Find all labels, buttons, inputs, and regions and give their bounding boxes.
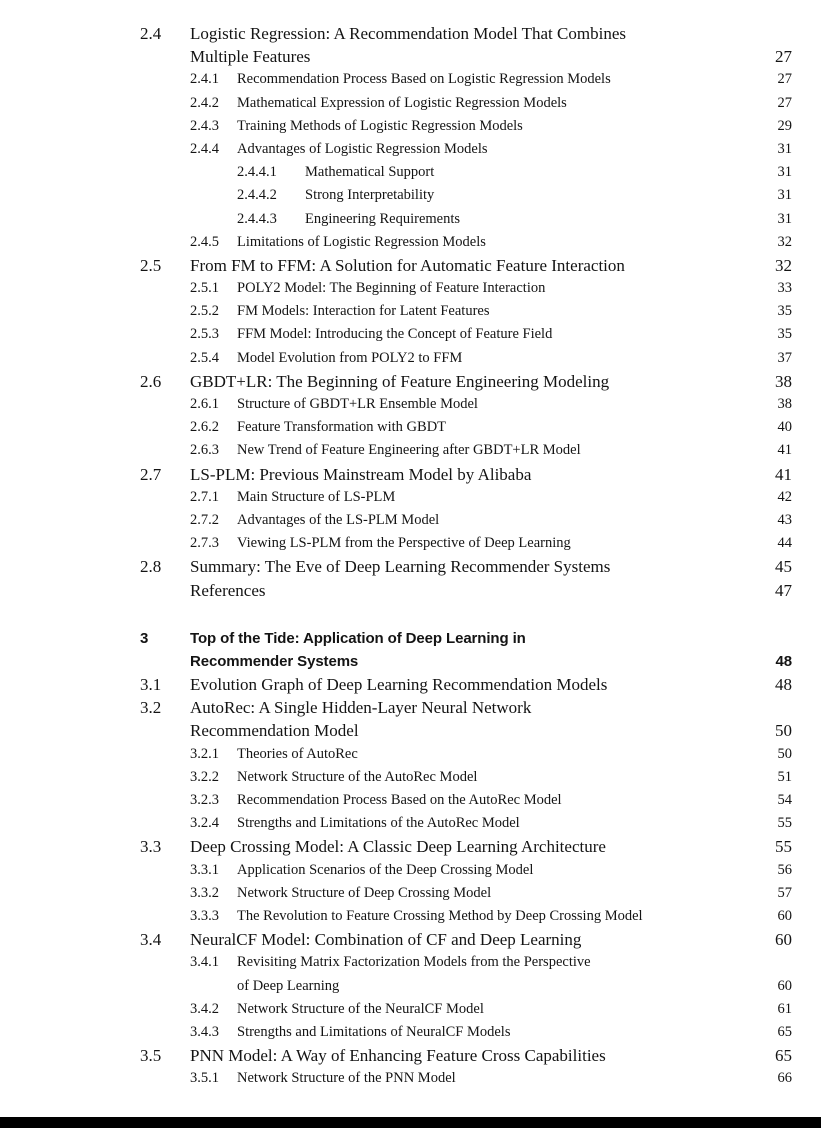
- toc-entry-title: Advantages of the LS-PLM Model: [237, 511, 440, 528]
- toc-entry-title: Model Evolution from POLY2 to FFM: [237, 349, 463, 366]
- toc-row: [190, 859, 821, 882]
- toc-entry-number: 3.5.1: [190, 1070, 219, 1087]
- toc-entry-number: 3.2.4: [190, 815, 219, 832]
- toc-entry-number: 3.3: [140, 837, 162, 857]
- toc-entry-number: 2.4.3: [190, 117, 219, 134]
- toc-entry-number: 3.2.1: [190, 745, 219, 762]
- toc-entry-page: 40: [777, 419, 792, 436]
- toc-entry-page: 32: [777, 233, 792, 250]
- toc-entry-page: 38: [777, 396, 792, 412]
- toc-entry-page: 66: [777, 1070, 792, 1087]
- toc-entry-number: 2.4.2: [190, 94, 219, 111]
- toc-entry-number: 2.4.4.3: [237, 210, 277, 227]
- toc-entry-page: 47: [775, 580, 792, 600]
- toc-entry-title: Structure of GBDT+LR Ensemble Model: [237, 396, 478, 412]
- toc-entry-title: Theories of AutoRec: [237, 745, 358, 762]
- toc-row: [140, 45, 821, 68]
- toc-entry-page: 61: [777, 1000, 792, 1017]
- toc-row: [190, 789, 821, 812]
- toc-row: [190, 812, 821, 835]
- toc-entry-title: Mathematical Expression of Logistic Regression Models: [237, 94, 567, 111]
- toc-entry-title: Advantages of Logistic Regression Models: [237, 140, 488, 157]
- toc-entry-number: 2.6.3: [190, 442, 219, 459]
- toc-row: [190, 1067, 821, 1090]
- toc-entry-number: 2.5: [140, 255, 162, 275]
- toc-row: [190, 115, 821, 138]
- toc-entry-page: 27: [777, 71, 792, 88]
- toc-entry-title: Viewing LS-PLM from the Perspective of Deep Learning: [237, 535, 571, 552]
- toc-entry-title: Recommendation Process Based on Logistic Regression Models: [237, 71, 611, 88]
- toc-entry-page: 60: [777, 907, 792, 924]
- toc-row: [140, 673, 821, 696]
- toc-entry-page: 48: [775, 652, 792, 670]
- toc-entry-title: Recommendation Model: [190, 721, 359, 741]
- toc-row: [190, 509, 821, 532]
- toc-entry-page: 55: [775, 837, 792, 857]
- toc-entry-title: AutoRec: A Single Hidden-Layer Neural Network: [190, 698, 532, 718]
- toc-entry-title: GBDT+LR: The Beginning of Feature Engineering Modeling: [190, 371, 610, 391]
- toc-row: [190, 300, 821, 323]
- toc-row: [237, 184, 821, 207]
- toc-entry-title: Recommender Systems: [190, 652, 359, 670]
- toc-row: [140, 650, 821, 673]
- toc-row: [190, 905, 821, 928]
- toc-entry-number: 2.8: [140, 557, 162, 577]
- toc-row: [190, 277, 821, 300]
- toc-row: [140, 835, 821, 858]
- toc-entry-number: 3.4.1: [190, 954, 219, 971]
- toc-entry-number: 3.2.2: [190, 768, 219, 785]
- toc-entry-number: 3.3.2: [190, 884, 219, 901]
- toc-entry-page: 31: [777, 140, 792, 157]
- toc-entry-title: Strengths and Limitations of NeuralCF Models: [237, 1023, 511, 1040]
- toc-entry-number: 3.3.3: [190, 907, 219, 924]
- toc-row: [140, 719, 821, 742]
- toc-entry-title: Main Structure of LS-PLM: [237, 488, 396, 505]
- toc-entry-number: 3.4: [140, 930, 162, 950]
- toc-entry-title: The Revolution to Feature Crossing Method by Deep Crossing Model: [237, 907, 643, 924]
- toc-entry-title: Network Structure of the PNN Model: [237, 1070, 456, 1087]
- toc-entry-title: Top of the Tide: Application of Deep Learning in: [190, 629, 526, 647]
- toc-entry-number: 2.4.4.2: [237, 187, 277, 204]
- toc-entry-page: 65: [775, 1046, 792, 1066]
- toc-row: [140, 22, 821, 45]
- toc-entry-number: 3.3.1: [190, 861, 219, 878]
- toc-row: [190, 68, 821, 91]
- toc-entry-number: 2.6.2: [190, 419, 219, 436]
- toc-entry-title: FFM Model: Introducing the Concept of Feature Field: [237, 326, 553, 343]
- toc-entry-page: 32: [775, 255, 792, 275]
- toc-entry-page: 54: [777, 792, 792, 808]
- toc-row: [190, 416, 821, 439]
- toc-entry-page: 33: [777, 280, 792, 297]
- toc-entry-title: Deep Crossing Model: A Classic Deep Learning Architecture: [190, 837, 606, 857]
- toc-entry-number: 2.7: [140, 464, 162, 484]
- toc-entry-title: Summary: The Eve of Deep Learning Recommender Systems: [190, 557, 611, 577]
- toc-row: [140, 627, 821, 650]
- toc-entry-title: Network Structure of Deep Crossing Model: [237, 884, 492, 901]
- toc-row: [190, 393, 821, 416]
- toc-entry-number: 2.5.1: [190, 280, 219, 297]
- toc-entry-number: 2.4.5: [190, 233, 219, 250]
- toc-row: [190, 138, 821, 161]
- toc-entry-title: New Trend of Feature Engineering after GBDT+LR Model: [237, 442, 581, 459]
- toc-entry-number: 2.7.2: [190, 511, 219, 528]
- toc-entry-title: NeuralCF Model: Combination of CF and Deep Learning: [190, 930, 582, 950]
- toc-entry-number: 2.7.1: [190, 488, 219, 505]
- toc-entry-number: 3.4.2: [190, 1000, 219, 1017]
- toc-entry-title: References: [190, 580, 266, 600]
- toc-entry-title: Network Structure of the AutoRec Model: [237, 768, 478, 785]
- toc-row: [190, 998, 821, 1021]
- toc-entry-page: 38: [775, 371, 792, 391]
- toc-entry-page: 35: [777, 303, 792, 320]
- toc-row: [190, 323, 821, 346]
- toc-entry-title: From FM to FFM: A Solution for Automatic Feature Interaction: [190, 255, 625, 275]
- toc-entry-page: 31: [777, 187, 792, 204]
- toc-entry-title: Application Scenarios of the Deep Crossing Model: [237, 861, 534, 878]
- toc-row: [140, 555, 821, 578]
- toc-entry-title: Strong Interpretability: [305, 187, 435, 204]
- toc-row: [237, 208, 821, 231]
- toc-entry-title: Engineering Requirements: [305, 210, 461, 227]
- toc-entry-page: 35: [777, 326, 792, 343]
- toc-entry-page: 44: [777, 535, 792, 552]
- toc-entry-page: 65: [777, 1023, 792, 1040]
- toc-entry-title: Feature Transformation with GBDT: [237, 419, 447, 436]
- toc-row: [140, 579, 821, 602]
- toc-row: [190, 975, 821, 998]
- toc-entry-title: PNN Model: A Way of Enhancing Feature Cross Capabilities: [190, 1046, 606, 1066]
- toc-entry-title: Evolution Graph of Deep Learning Recommendation Models: [190, 675, 608, 695]
- toc-entry-title: Network Structure of the NeuralCF Model: [237, 1000, 484, 1017]
- toc-entry-number: 2.5.3: [190, 326, 219, 343]
- toc-row: [190, 347, 821, 370]
- toc-row: [190, 439, 821, 462]
- toc-row: [190, 486, 821, 509]
- toc-entry-page: 60: [777, 977, 792, 994]
- toc-entry-page: 41: [775, 464, 792, 484]
- toc-entry-number: 3.2.3: [190, 792, 219, 808]
- toc-entry-title: Revisiting Matrix Factorization Models from the Perspective: [237, 954, 591, 971]
- toc-row: [190, 532, 821, 555]
- toc-entry-title: Limitations of Logistic Regression Models: [237, 233, 486, 250]
- toc-entry-page: 31: [777, 210, 792, 227]
- toc-entry-page: 27: [777, 94, 792, 111]
- toc-entry-title: of Deep Learning: [237, 977, 340, 994]
- toc-entry-page: 48: [775, 675, 792, 695]
- toc-entry-page: 37: [777, 349, 792, 366]
- toc-entry-page: 31: [777, 164, 792, 181]
- toc-entry-page: 57: [777, 884, 792, 901]
- page-bottom-edge: [0, 1117, 821, 1128]
- toc-entry-page: 42: [777, 488, 792, 505]
- toc-row: [140, 370, 821, 393]
- toc-entry-number: 2.5.2: [190, 303, 219, 320]
- toc-row: [140, 696, 821, 719]
- toc-entry-title: POLY2 Model: The Beginning of Feature Interaction: [237, 280, 546, 297]
- toc-entry-title: Recommendation Process Based on the AutoRec Model: [237, 792, 562, 808]
- toc-entry-title: FM Models: Interaction for Latent Features: [237, 303, 490, 320]
- toc-entry-number: 2.6: [140, 371, 162, 391]
- toc-entry-number: 3: [140, 629, 149, 647]
- toc-entry-number: 2.7.3: [190, 535, 219, 552]
- toc-row: [140, 463, 821, 486]
- toc-row: [190, 1021, 821, 1044]
- toc-entry-title: Logistic Regression: A Recommendation Model That Combines: [190, 24, 626, 43]
- toc-entry-number: 2.4.4.1: [237, 164, 277, 181]
- toc-row: [140, 254, 821, 277]
- toc-entry-page: 41: [777, 442, 792, 459]
- toc-entry-number: 3.2: [140, 698, 162, 718]
- toc-entry-page: 55: [777, 815, 792, 832]
- toc-entry-number: 3.5: [140, 1046, 162, 1066]
- toc-entry-page: 29: [777, 117, 792, 134]
- toc-row: [190, 951, 821, 974]
- toc-entry-title: Mathematical Support: [305, 164, 435, 181]
- toc-row: [190, 743, 821, 766]
- toc-entry-page: 51: [777, 768, 792, 785]
- toc-row: [190, 231, 821, 254]
- toc-row: [190, 766, 821, 789]
- toc-entry-page: 50: [777, 745, 792, 762]
- toc-row: [140, 1044, 821, 1067]
- toc-entry-number: 2.6.1: [190, 396, 219, 412]
- toc-row: [190, 882, 821, 905]
- toc-entry-title: Multiple Features: [190, 47, 311, 67]
- toc-row: [140, 928, 821, 951]
- toc-entry-title: Training Methods of Logistic Regression Models: [237, 117, 523, 134]
- toc-entry-page: 56: [777, 861, 792, 878]
- toc-entry-page: 27: [775, 47, 792, 67]
- toc-entry-number: 3.4.3: [190, 1023, 219, 1040]
- toc-entry-number: 2.4: [140, 24, 162, 43]
- toc-row: [237, 161, 821, 184]
- toc-entry-title: LS-PLM: Previous Mainstream Model by Alibaba: [190, 464, 532, 484]
- toc-entry-number: 2.4.4: [190, 140, 219, 157]
- toc-entry-page: 45: [775, 557, 792, 577]
- toc-entry-page: 43: [777, 511, 792, 528]
- toc-entry-page: 50: [775, 721, 792, 741]
- toc-entry-number: 2.4.1: [190, 71, 219, 88]
- toc-entry-number: 3.1: [140, 675, 162, 695]
- toc-entry-page: 60: [775, 930, 792, 950]
- toc-entry-title: Strengths and Limitations of the AutoRec Model: [237, 815, 520, 832]
- toc-entry-number: 2.5.4: [190, 349, 219, 366]
- toc-row: [190, 92, 821, 115]
